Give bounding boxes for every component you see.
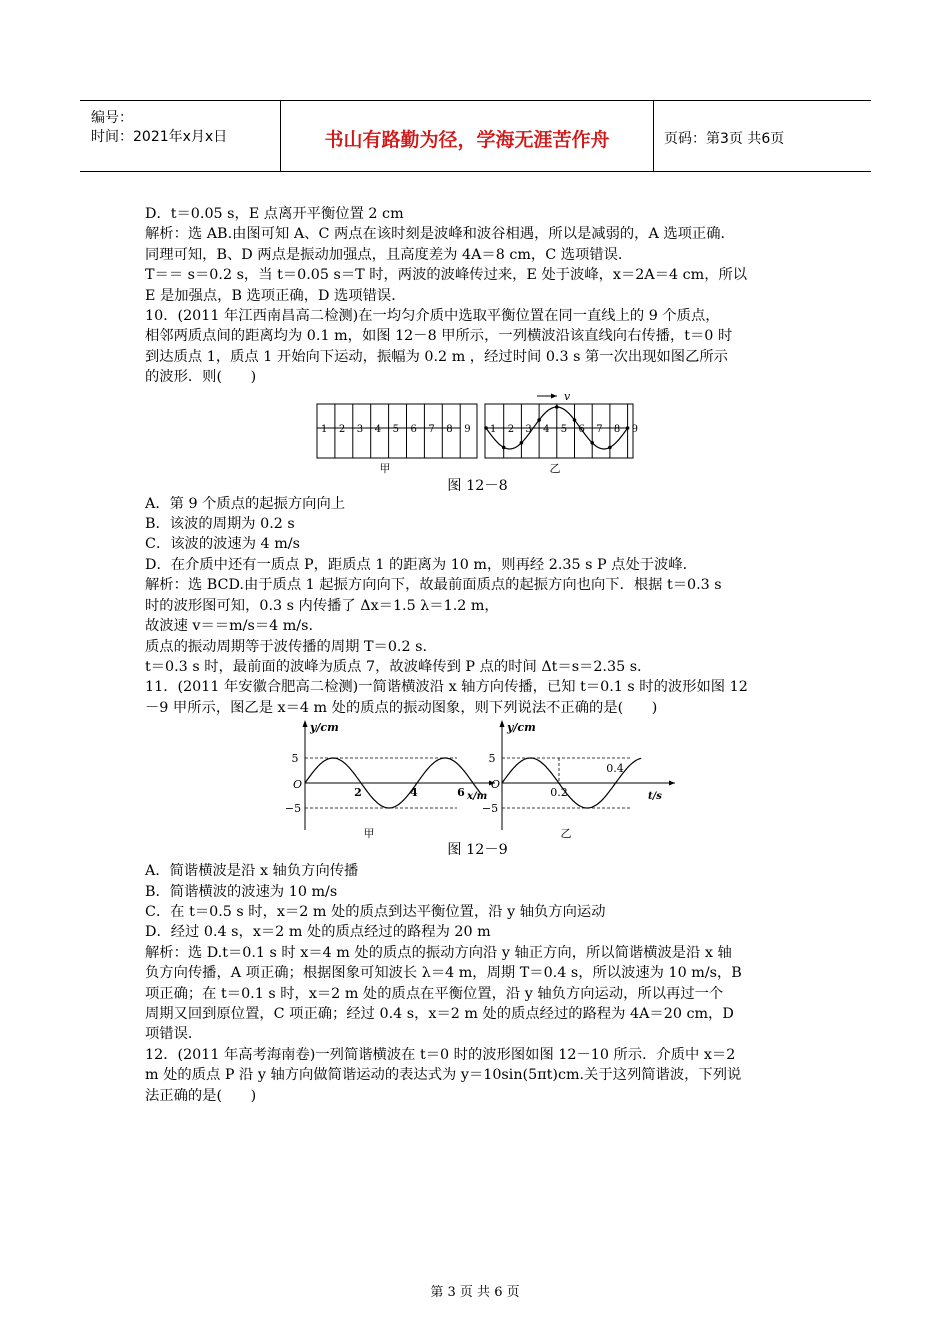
particle-number: 8	[613, 423, 621, 435]
particle-dot	[573, 418, 577, 422]
page-header	[80, 100, 871, 172]
particle-number: 4	[543, 423, 550, 435]
date-label: 时间：2021年x月x日	[91, 129, 228, 145]
text-line: D．经过 0.4 s，x＝2 m 处的质点经过的路程为 20 m	[145, 924, 491, 941]
y-arrow-icon	[303, 720, 308, 727]
particle-number: 1	[490, 423, 497, 435]
text-line: 法正确的是( )	[145, 1087, 257, 1104]
particle-number: 8	[446, 423, 453, 435]
header-page-cell	[654, 101, 871, 171]
particle-number: 4	[374, 423, 382, 435]
text-line: E 是加强点，B 选项正确，D 选项错误．	[145, 287, 406, 304]
jia-label: 甲	[379, 461, 391, 474]
origin-label: O	[293, 778, 303, 792]
y-axis-label: y/cm	[507, 721, 536, 735]
arrow-head-icon	[551, 393, 557, 398]
y-tick-label: 5	[291, 752, 299, 766]
yi-label: 乙	[560, 827, 572, 841]
particle-dot	[537, 418, 541, 422]
text-line: 质点的振动周期等于波传播的周期 T＝0.2 s.	[145, 638, 427, 655]
text-line: 10．(2011 年江西南昌高二检测)在一均匀介质中选取平衡位置在同一直线上的 9 个质点，	[145, 308, 720, 325]
text-line: 到达质点 1，质点 1 开始向下运动，振幅为 0.2 m ，经过时间 0.3 s 第一次出现如图乙所示	[145, 348, 728, 365]
x-tick-label: 2	[354, 786, 362, 800]
text-line: 的波形．则( )	[145, 369, 257, 386]
header-info-cell	[80, 101, 281, 171]
y-axis-label: y/cm	[310, 721, 339, 735]
page-footer: 第 3 页 共 6 页	[430, 1285, 520, 1300]
text-line: B．简谐横波的波速为 10 m/s	[145, 883, 338, 900]
particle-dot	[502, 445, 506, 449]
particle-number: 2	[338, 423, 346, 435]
graph-jia	[285, 720, 495, 840]
diagram-yi	[484, 392, 638, 474]
text-line: 项正确；在 t＝0.1 s 时，x＝2 m 处的质点在平衡位置，沿 y 轴负方向运动，所以再过一个	[145, 985, 724, 1002]
particle-number: 9	[631, 423, 638, 435]
text-line: －9 甲所示，图乙是 x＝4 m 处的质点的振动图象，则下列说法不正确的是( )	[145, 699, 658, 716]
text-line: 同理可知，B、D 两点是振动加强点，且高度差为 4A＝8 cm，C 选项错误．	[145, 246, 633, 263]
yi-label: 乙	[549, 461, 561, 474]
y-tick-label: −5	[481, 802, 499, 816]
particle-number: 3	[525, 423, 532, 435]
text-line: 故波速 v＝＝m/s＝4 m/s.	[145, 618, 314, 635]
header-motto-cell	[281, 101, 654, 171]
graph-yi	[482, 720, 675, 840]
text-line: 负方向传播，A 项正确；根据图象可知波长 λ＝4 m，周期 T＝0.4 s，所以波速为 10 m/s，B	[145, 965, 742, 982]
particle-dot	[608, 445, 612, 449]
text-line: 时的波形图可知，0.3 s 内传播了 Δx＝1.5 λ＝1.2 m，	[145, 597, 499, 614]
text-line: 解析：选 AB.由图可知 A、C 两点在该时刻是波峰和波谷相遇，所以是减弱的，A 选项正确．	[145, 226, 735, 243]
particle-number: 1	[321, 423, 328, 435]
text-line: 相邻两质点间的距离均为 0.1 m，如图 12－8 甲所示，一列横波沿该直线向右传播，t＝0 时	[145, 328, 733, 345]
velocity-label: v	[564, 391, 571, 403]
particle-number: 7	[428, 423, 435, 435]
t-axis-label: t/s	[648, 791, 662, 803]
text-line: 11．(2011 年安徽合肥高二检测)一简谐横波沿 x 轴方向传播，已知 t＝0.1 s 时的波形如图 12	[145, 679, 748, 696]
text-line: A．简谐横波是沿 x 轴负方向传播	[145, 863, 359, 880]
particle-dot	[520, 441, 524, 445]
particle-number: 2	[507, 423, 515, 435]
particle-dot	[590, 441, 594, 445]
particle-number: 6	[578, 423, 585, 435]
figure-caption: 图 12－8	[447, 477, 508, 494]
particle-number: 3	[356, 423, 364, 435]
particle-dot	[555, 405, 559, 409]
text-line: 解析：选 BCD.由于质点 1 起振方向向下，故最前面质点的起振方向也向下．根据 t＝0.3 s	[145, 577, 722, 594]
t-arrow-icon	[669, 781, 675, 786]
text-line: 12．(2011 年高考海南卷)一列简谐横波在 t＝0 时的波形图如图 12－10 所示．介质中 x＝2	[145, 1046, 736, 1063]
text-line: C．在 t＝0.5 s 时，x＝2 m 处的质点到达平衡位置，沿 y 轴负方向运动	[145, 903, 606, 920]
diagram-jia	[317, 404, 477, 474]
t-tick-label: 0.4	[606, 762, 624, 776]
text-line: D．在介质中还有一质点 P，距质点 1 的距离为 10 m，则再经 2.35 s P 点处于波峰．	[145, 556, 697, 573]
text-line: T＝＝ s＝0.2 s，当 t＝0.05 s＝T 时，两波的波峰传过来，E 处于波峰，x＝2A＝4 cm，所以	[145, 267, 748, 284]
particle-dot	[484, 426, 488, 430]
text-line: t＝0.3 s 时，最前面的波峰为质点 7，故波峰传到 P 点的时间 Δt＝s＝2.35 s.	[145, 658, 642, 675]
document-body	[145, 204, 810, 1106]
figure-12-9	[145, 718, 810, 861]
text-line: A．第 9 个质点的起振方向向上	[145, 495, 346, 512]
particle-number: 7	[596, 423, 603, 435]
serial-label: 编号：	[91, 110, 133, 126]
x-tick-label: 4	[410, 786, 418, 800]
y-tick-label: 5	[488, 752, 496, 766]
x-axis-label: x/m	[467, 791, 488, 803]
figure-12-9-diagram	[145, 718, 810, 840]
t-tick-label: 0.2	[550, 786, 568, 800]
figure-12-8-diagram	[145, 392, 810, 474]
particle-dot	[626, 426, 630, 430]
figure-caption: 图 12－9	[447, 842, 508, 859]
text-line: 周期又回到原位置，C 项正确；经过 0.4 s，x＝2 m 处的质点经过的路程为 4A＝20 cm，D	[145, 1005, 734, 1022]
text-line: 解析：选 D.t＝0.1 s 时 x＝4 m 处的质点的振动方向沿 y 轴正方向，所以简谐横波是沿 x 轴	[145, 944, 732, 961]
page-label: 页码：第3页 共6页	[664, 131, 785, 147]
y-tick-label: −5	[284, 802, 302, 816]
text-line: C．该波的波速为 4 m/s	[145, 536, 300, 553]
jia-label: 甲	[363, 827, 375, 841]
particle-number: 5	[560, 423, 568, 435]
particle-number: 5	[392, 423, 399, 435]
particle-number: 6	[410, 423, 417, 435]
particle-number: 9	[464, 423, 471, 435]
text-line: B．该波的周期为 0.2 s	[145, 516, 295, 533]
figure-12-8	[145, 388, 810, 494]
y-arrow-icon	[500, 720, 505, 727]
origin-label: O	[491, 778, 501, 792]
x-tick-label: 6	[457, 786, 465, 800]
text-line: 项错误．	[145, 1026, 203, 1043]
motto: 书山有路勤为径，学海无涯苦作舟	[324, 129, 610, 151]
text-line: D．t＝0.05 s，E 点离开平衡位置 2 cm	[145, 206, 404, 222]
text-line: m 处的质点 P 沿 y 轴方向做简谐运动的表达式为 y＝10sin(5πt)cm.关于这列简谐波，下列说	[145, 1067, 742, 1084]
